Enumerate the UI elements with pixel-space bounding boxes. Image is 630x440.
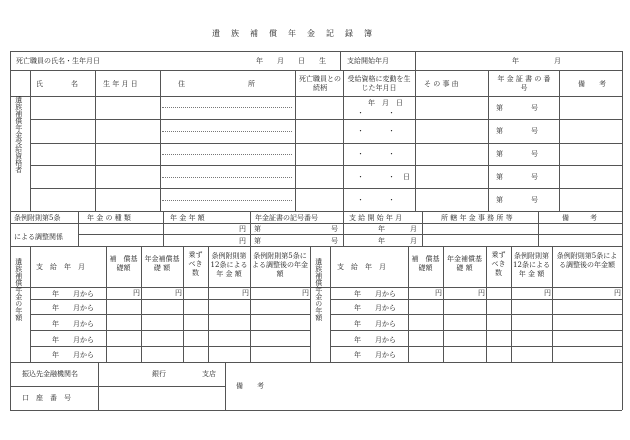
annual-right-row: 年 月から [354,351,396,359]
annual-left-row: 年 月から [52,290,94,298]
adjust-r1-dai: 第 [254,225,261,233]
annual-left-yen-1: 円 [133,289,140,297]
annual-right-row: 年 月から [354,320,396,328]
row5-cert-num: 第 号 [496,196,538,204]
annual-right-yen-2: 円 [478,289,485,297]
col-reason-header: そ の 事 由 [424,80,459,88]
col-birth-header: 生 年 月 日 [103,80,138,88]
start-value: 年 月 [512,57,561,65]
start-label: 支給開始年月 [347,57,389,65]
adjust-r1-month: 月 [410,225,417,233]
annual-right-yen-1: 円 [435,289,442,297]
annual-left-yen-2: 円 [175,289,182,297]
page-title: 遺族補償年金記録簿 [212,29,383,38]
adjust-r2-month: 月 [410,237,417,245]
col-change-header: 受給資格に変動を生じた年月日 [347,75,411,92]
row5-dot-a: ・ [357,196,364,204]
row1-cert-num: 第 号 [496,104,538,112]
adjust-r2-year: 年 [378,237,385,245]
annual-left-row: 年 月から [52,304,94,312]
row2-dot-b: ・ [388,127,395,135]
bank-suffix: 銀行 [152,370,166,378]
adjust-col-office: 所 轄 年 金 事 務 所 等 [441,214,513,222]
row2-cert-num: 第 号 [496,127,538,135]
bank-label: 振込先金融機関名 [22,370,78,378]
annual-right-col-base: 補 償基礎額 [411,255,440,272]
annual-right-side-label: 遺族補償年金の年額 [314,258,323,321]
annual-left-col-base: 補 償基礎額 [109,255,138,272]
annual-left-col-art5: 条例附則第5条による調整後の年金額 [252,252,308,278]
row1-dot-b: ・ [388,109,395,117]
adjust-r1-year: 年 [378,225,385,233]
row3-dot-a: ・ [357,150,364,158]
row4-dot-b: ・ [388,173,395,181]
col-note-header: 備 考 [578,80,606,88]
account-label: 口 座 番 号 [22,394,71,402]
annual-left-row: 年 月から [52,336,94,344]
adjust-r1-go: 号 [331,225,338,233]
annual-left-col-mult: 乗ずべき数 [188,251,203,277]
row5-dot-b: ・ [388,196,395,204]
row4-cert-num: 第 号 [496,173,538,181]
row3-dot-b: ・ [388,150,395,158]
annual-right-col-month: 支 給 年 月 [337,263,386,271]
annual-right-col-mult: 乗ずべき数 [491,251,506,277]
adjust-side-label-1: 条例附則第5条 [14,214,61,222]
adjust-r2-dai: 第 [254,237,261,245]
annual-left-yen-4: 円 [302,289,309,297]
row3-cert-num: 第 号 [496,150,538,158]
annual-left-col-basic: 年金補償基 礎 額 [144,255,180,272]
col-cert-header: 年 金 証 書 の 番 号 [497,75,572,92]
annual-left-row: 年 月から [52,351,94,359]
annual-left-col-month: 支 給 年 月 [36,263,85,271]
adjust-col-note: 備 考 [562,214,597,222]
annual-left-side-label: 遺族補償年金の年額 [14,258,23,321]
annual-right-yen-3: 円 [544,289,551,297]
bank-note-label: 備 考 [236,382,264,390]
col-address-header: 住 所 [178,80,255,88]
branch-suffix: 支店 [202,370,216,378]
annual-left-col-art12: 条例附則第12条による年 金 額 [210,252,248,278]
deceased-label: 死亡職員の氏名・生年月日 [16,57,100,65]
annual-right-col-art5: 条例附則第5条による調整後の年金額 [556,252,618,269]
annual-right-yen-4: 円 [614,289,621,297]
annual-right-col-basic: 年金補償基 礎 額 [447,255,482,272]
adjust-col-amount: 年 金 年 額 [170,214,205,222]
annual-right-row: 年 月から [354,336,396,344]
col-name-header: 氏 名 [36,80,78,88]
adjust-r2-yen: 円 [239,237,246,245]
adjust-side-label-2: による調整関係 [14,233,63,241]
adjust-col-type: 年 金 の 種 類 [87,214,131,222]
annual-right-row: 年 月から [354,304,396,312]
col-relation-header: 死亡職員との続柄 [299,75,341,92]
adjust-col-cert-no: 年金証書の記号番号 [255,214,318,222]
annual-right-col-art12: 条例附則第12条による年 金 額 [513,252,550,278]
row1-date-label: 年 月 日 [368,99,403,107]
adjust-r1-yen: 円 [239,225,246,233]
deceased-date-label: 年 月 日 生 [256,57,326,65]
annual-right-row: 年 月から [354,290,396,298]
annual-left-row: 年 月から [52,320,94,328]
row4-day: 日 [403,173,410,181]
adjust-r2-go: 号 [331,237,338,245]
annual-left-yen-3: 円 [242,289,249,297]
recipients-side-label: 遺族補償年金受給資格者 [14,96,23,173]
adjust-col-start: 支 給 開 始 年 月 [349,214,403,222]
row4-dot-a: ・ [357,173,364,181]
row2-dot-a: ・ [357,127,364,135]
row1-dot-a: ・ [357,109,364,117]
